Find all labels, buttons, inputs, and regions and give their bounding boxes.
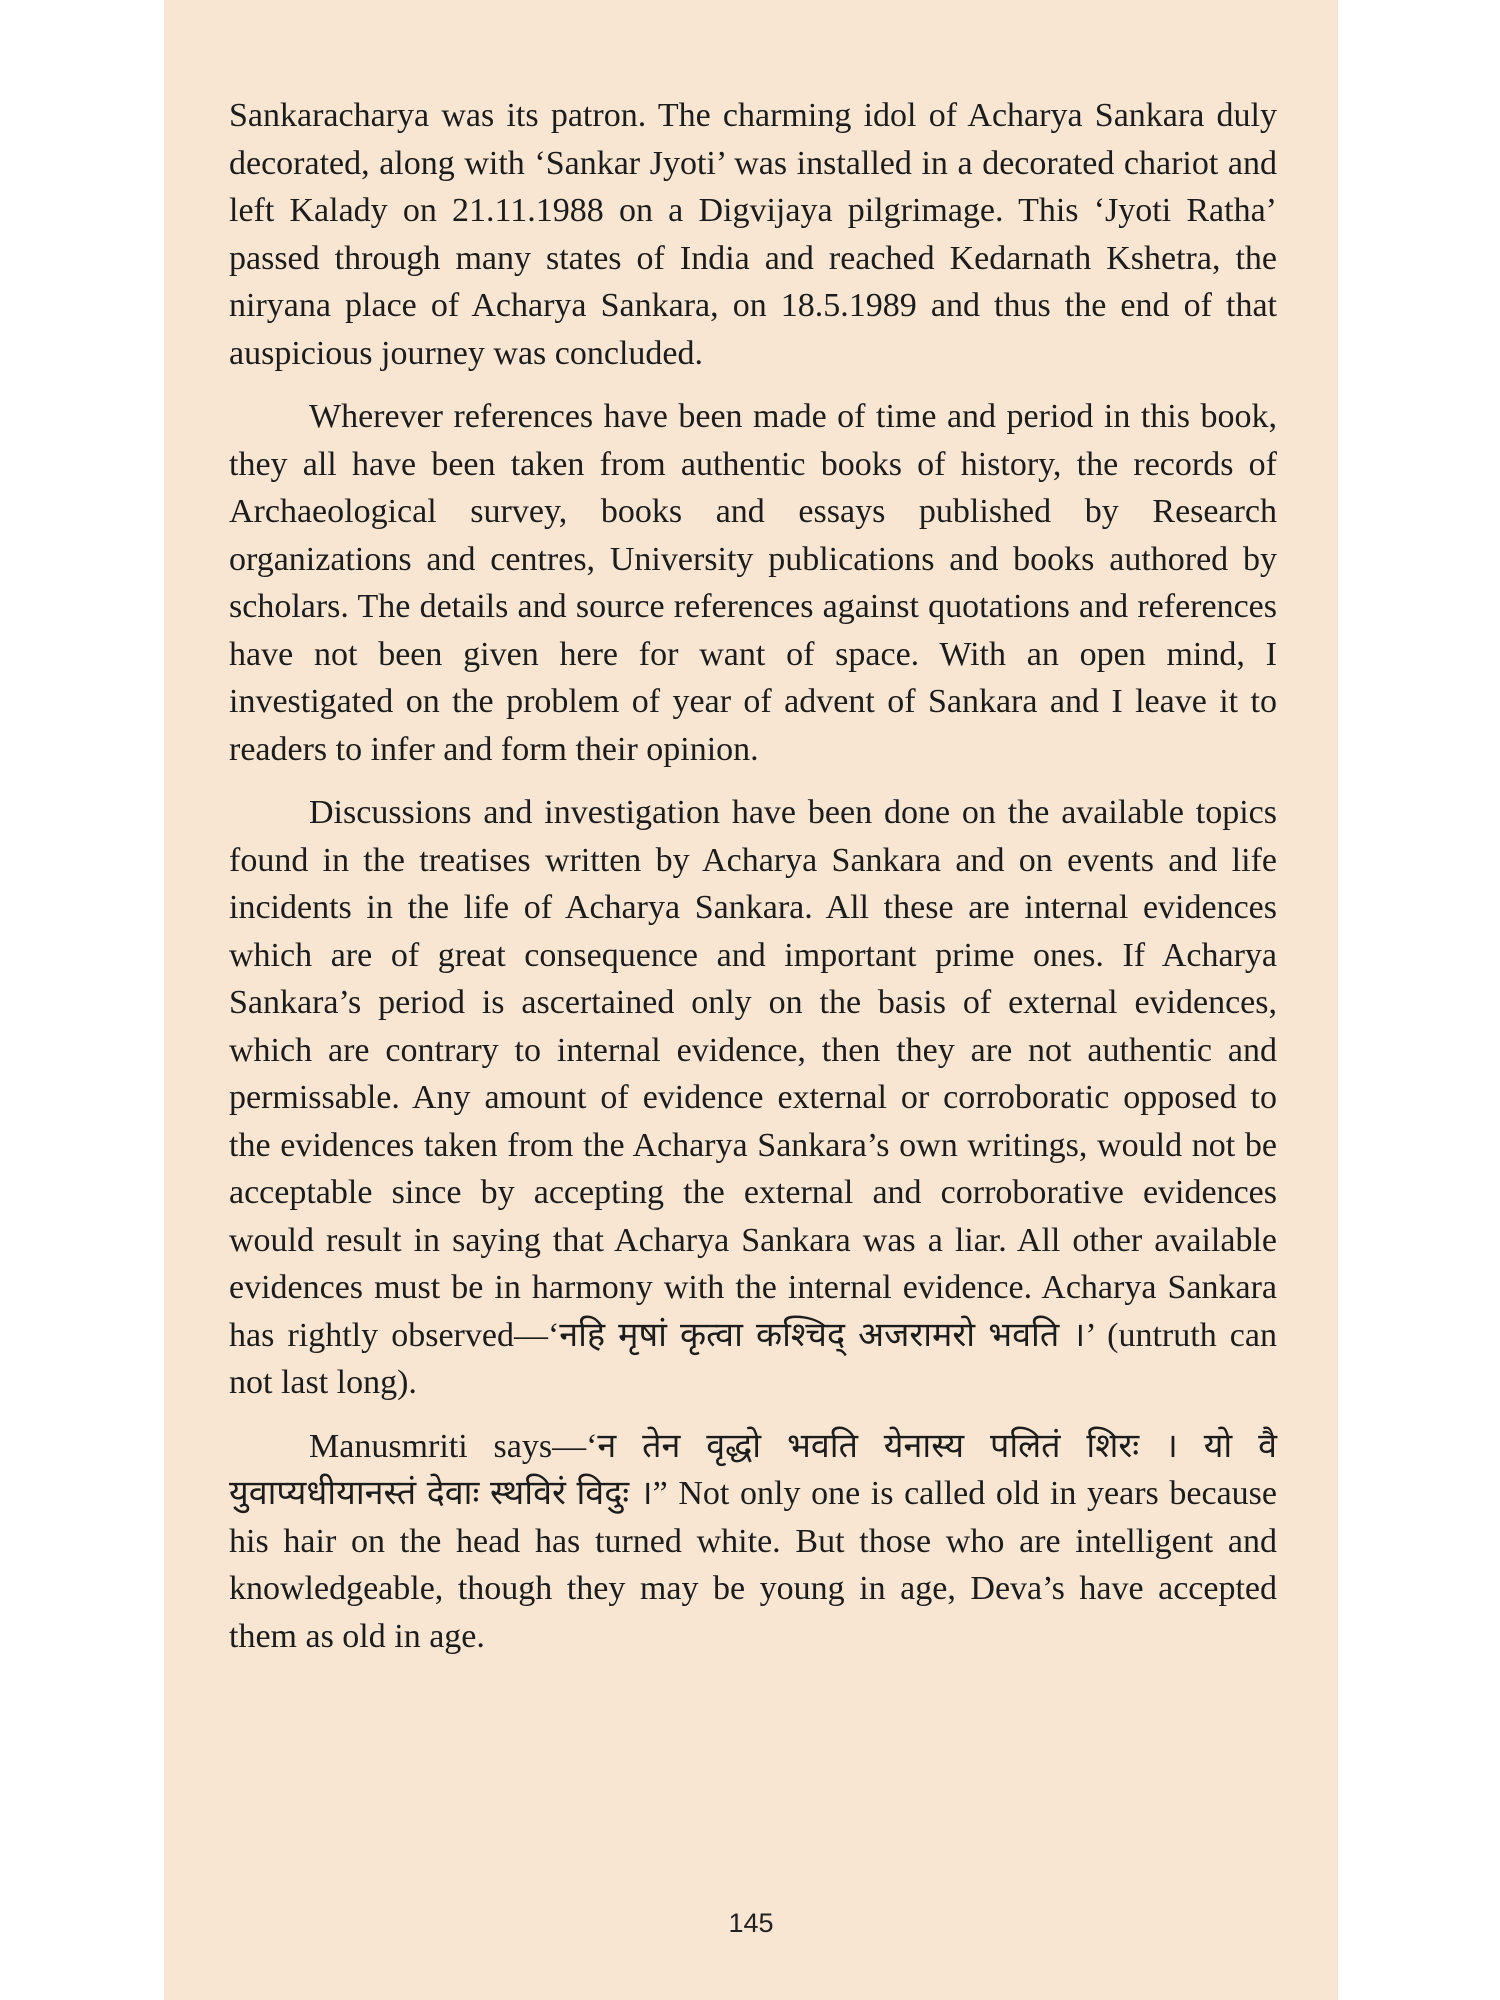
paragraph-3: Discussions and investigation have been done on the available topics found in the treatises written by Acharya Sankara and on events and life incidents in the life of Acharya Sankara. All these are internal evidences which are of great consequence and important prime ones. If Acharya Sankara’s period is ascertained only on the basis of external evidences, which are contrary to internal evidence, then they are not authentic and permissable. Any amount of evidence external or corroboratic opposed to the evidences taken from the Acharya Sankara’s own writings, would not be acceptable since by accepting the external and corroborative evidences would result in saying that Acharya Sankara was a liar. All other available evidences must be in harmony with the internal evidence. Acharya Sankara has rightly observed—‘नहि मृषां कृत्वा कश्चिद् अजरामरो भवति ।’ (untruth can not last long). (229, 794, 1277, 1401)
book-page (164, 0, 1338, 2000)
page-body (229, 92, 1277, 1660)
paragraph-2: Wherever references have been made of time and period in this book, they all have been taken from authentic books of history, the records of Archaeological survey, books and essays published by Research organizations and centres, University publications and books authored by scholars. The details and source references against quotations and references have not been given here for want of space. With an open mind, I investigated on the problem of year of advent of Sankara and I leave it to readers to infer and form their opinion. (229, 398, 1277, 768)
paragraph-1: Sankaracharya was its patron. The charming idol of Acharya Sankara duly decorated, along with ‘Sankar Jyoti’ was installed in a decorated chariot and left Kalady on 21.11.1988 on a Digvijaya pilgrimage. This ‘Jyoti Ratha’ passed through many states of India and reached Kedarnath Kshetra, the niryana place of Acharya Sankara, on 18.5.1989 and thus the end of that auspicious journey was concluded. (229, 97, 1277, 372)
paragraph-4: Manusmriti says—‘न तेन वृद्धो भवति येनास्य पलितं शिरः । यो वै युवाप्यधीयानस्तं देवाः स्थविरं विदुः ।” Not only one is called old in years because his hair on the head has turned white. But those who are intelligent and knowledgeable, though they may be young in age, Deva’s have accepted them as old in age. (229, 1427, 1277, 1655)
page-number: 145 (728, 1908, 774, 1938)
